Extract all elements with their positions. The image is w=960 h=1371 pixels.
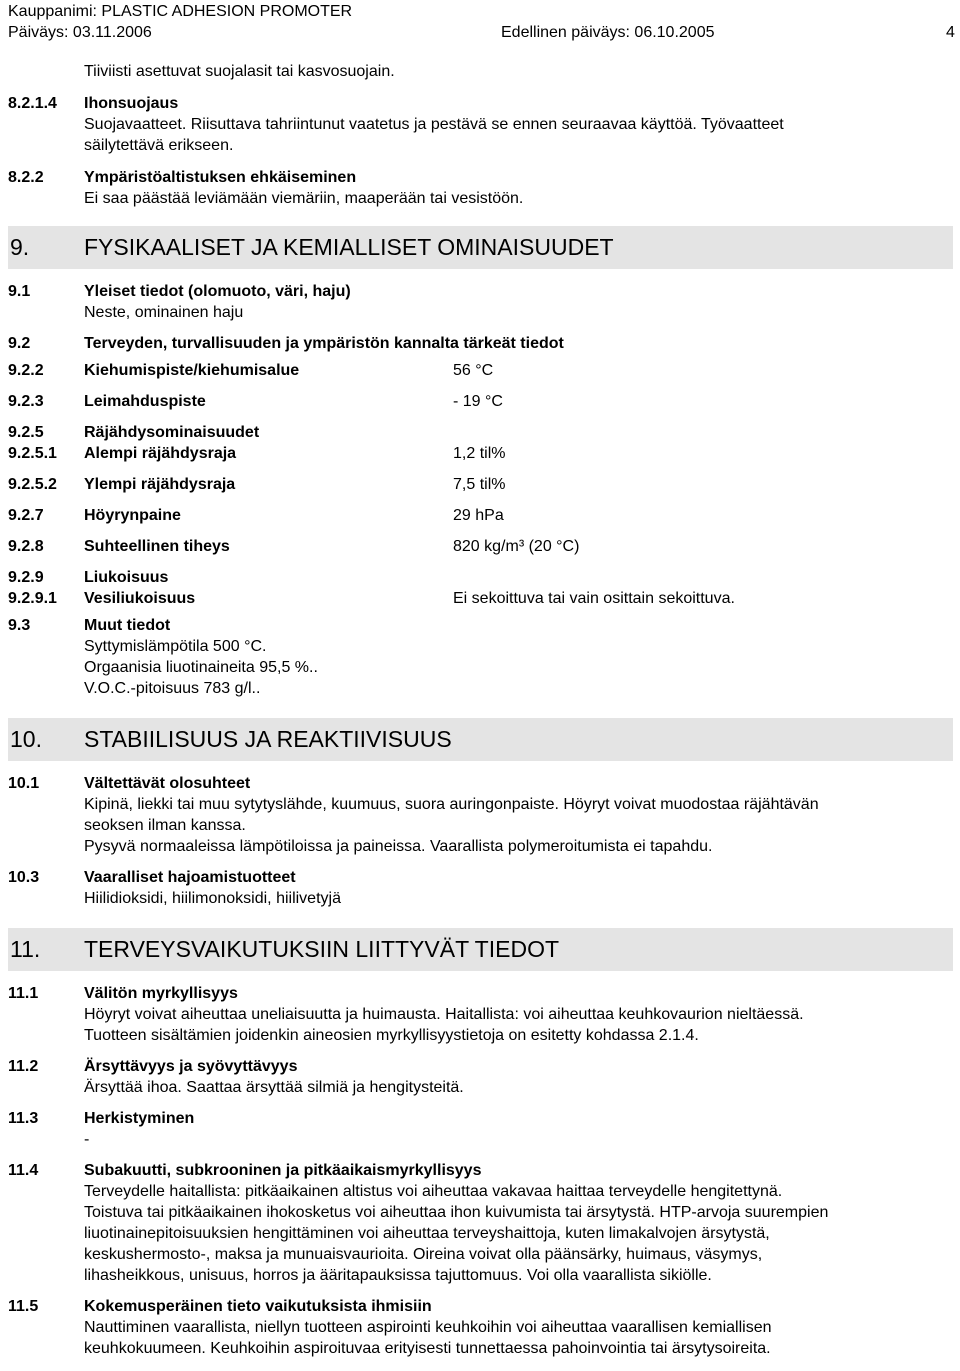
irritation-number: 11.2 [8,1058,39,1075]
other-info-line: Orgaanisia liuotinaineita 95,5 %.. [84,659,318,676]
skin-protection-number: 8.2.1.4 [8,95,57,112]
chronic-toxicity-line: Terveydelle haitallista: pitkäaikainen altistus voi aiheuttaa vakavaa haittaa terveydelle hengitettynä. [84,1183,783,1200]
property-row [8,360,953,381]
irritation-text: Ärsyttää ihoa. Saattaa ärsyttää silmiä ja hengitysteitä. [84,1079,464,1096]
acute-toxicity-line: Tuotteen sisältämien joidenkin aineosien myrkyllisyystietoja on esitetty kohdassa 2.1.4. [84,1027,699,1044]
environment-exposure [8,167,953,209]
property-number: 9.2.5.1 [8,445,57,462]
page-number: 4 [946,24,955,41]
sensitisation-text: - [84,1131,90,1148]
chronic-toxicity-line: Toistuva tai pitkäaikainen ihokosketus voi aiheuttaa ihon kuivumista tai ärsytystä. HTP-arvoja suurempien [84,1204,829,1221]
environment-exposure-number: 8.2.2 [8,169,44,186]
property-row [8,391,953,412]
sensitisation [8,1108,953,1150]
property-row [8,536,953,557]
property-value: Ei sekoittuva tai vain osittain sekoittuva. [453,590,735,607]
property-row [8,474,953,495]
chronic-toxicity-title: Subakuutti, subkrooninen ja pitkäaikaismyrkyllisyys [84,1162,482,1179]
eye-protection-text: Tiiviisti asettuvat suojalasit tai kasvosuojain. [84,63,395,80]
acute-toxicity [8,983,953,1046]
irritation-title: Ärsyttävyys ja syövyttävyys [84,1058,298,1075]
property-number: 9.2.3 [8,393,44,410]
property-label: Suhteellinen tiheys [84,538,230,555]
human-experience-title: Kokemusperäinen tieto vaikutuksista ihmisiin [84,1298,432,1315]
property-value: 820 kg/m³ (20 °C) [453,538,580,555]
human-experience [8,1296,953,1359]
conditions-to-avoid-line: seoksen ilman kanssa. [84,817,246,834]
product-name: Kauppanimi: PLASTIC ADHESION PROMOTER [8,3,353,20]
chronic-toxicity-line: liuotinainepitoisuuksien hengittäminen voi aiheuttaa terveyshaittoja, kuten limakalvojen ärsytystä, [84,1225,770,1242]
property-label: Räjähdysominaisuudet [84,424,260,441]
conditions-to-avoid-number: 10.1 [8,775,40,792]
conditions-to-avoid [8,773,953,857]
general-info [8,281,953,323]
property-label: Liukoisuus [84,569,169,586]
environment-exposure-text: Ei saa päästää leviämään viemäriin, maaperään tai vesistöön. [84,190,524,207]
conditions-to-avoid-line: Kipinä, liekki tai muu sytytyslähde, kuumuus, suora auringonpaiste. Höyryt voivat muodostaa räjähtävän [84,796,819,813]
decomposition-products [8,867,953,909]
general-info-text: Neste, ominainen haju [84,304,244,321]
section-10-number: 10. [10,726,42,752]
property-number: 9.2.8 [8,538,44,555]
skin-protection-text-1: Suojavaatteet. Riisuttava tahriintunut vaatetus ja pestävä se ennen seuraavaa käyttöä. Työvaatteet [84,116,784,133]
general-info-number: 9.1 [8,283,31,300]
human-experience-line: keuhkokuumeen. Keuhkoihin aspiroituvaa erityisesti tunnettaessa pahoinvointia tai ärsytysoireita. [84,1340,771,1357]
important-info-number: 9.2 [8,335,31,352]
decomposition-products-text: Hiilidioksidi, hiilimonoksidi, hiilivetyjä [84,890,341,907]
property-label: Vesiliukoisuus [84,590,196,607]
property-label: Kiehumispiste/kiehumisalue [84,362,300,379]
general-info-title: Yleiset tiedot (olomuoto, väri, haju) [84,283,351,300]
section-11-title: TERVEYSVAIKUTUKSIIN LIITTYVÄT TIEDOT [84,936,560,962]
chronic-toxicity [8,1160,953,1286]
property-value: 29 hPa [453,507,504,524]
section-10-title: STABIILISUUS JA REAKTIIVISUUS [84,726,452,752]
property-number: 9.2.2 [8,362,44,379]
document-page [8,0,953,1359]
other-info-title: Muut tiedot [84,617,171,634]
property-row [8,422,953,443]
page-header [8,0,953,45]
property-row [8,588,953,609]
property-value: 56 °C [453,362,494,379]
important-info-title: Terveyden, turvallisuuden ja ympäristön kannalta tärkeät tiedot [84,335,564,352]
irritation [8,1056,953,1098]
section-9-number: 9. [10,234,30,260]
section-9-heading [8,226,953,269]
property-label: Ylempi räjähdysraja [84,476,236,493]
issue-date: Päiväys: 03.11.2006 [8,24,152,41]
other-info [8,615,953,699]
decomposition-products-title: Vaaralliset hajoamistuotteet [84,869,296,886]
chronic-toxicity-line: lihasheikkous, unisuus, horros ja ääritapauksissa tajuttomuus. Voi olla vaarallista sikiölle. [84,1267,712,1284]
conditions-to-avoid-line: Pysyvä normaaleissa lämpötiloissa ja paineissa. Vaarallista polymeroitumista ei tapahdu. [84,838,713,855]
acute-toxicity-line: Höyryt voivat aiheuttaa uneliaisuutta ja huimausta. Haitallista: voi aiheuttaa keuhkovaurion nieltäessä. [84,1006,804,1023]
acute-toxicity-title: Välitön myrkyllisyys [84,985,238,1002]
section-9-title: FYSIKAALISET JA KEMIALLISET OMINAISUUDET [84,234,614,260]
important-info [8,333,953,354]
chronic-toxicity-line: keskushermosto-, maksa ja munuaisvaurioita. Oireina voivat olla päänsärky, huimaus, väsymys, [84,1246,763,1263]
other-info-line: Syttymislämpötila 500 °C. [84,638,267,655]
skin-protection [8,93,953,156]
property-number: 9.2.9.1 [8,590,57,607]
property-value: 7,5 til% [453,476,506,493]
property-number: 9.2.5 [8,424,44,441]
human-experience-number: 11.5 [8,1298,39,1315]
section-10-heading [8,718,953,761]
sensitisation-number: 11.3 [8,1110,39,1127]
property-number: 9.2.9 [8,569,44,586]
property-label: Höyrynpaine [84,507,181,524]
property-row [8,443,953,464]
other-info-line: V.O.C.-pitoisuus 783 g/l.. [84,680,261,697]
decomposition-products-number: 10.3 [8,869,40,886]
section-11-number: 11. [10,936,41,962]
skin-protection-text-2: säilytettävä erikseen. [84,137,234,154]
acute-toxicity-number: 11.1 [8,985,39,1002]
sensitisation-title: Herkistyminen [84,1110,195,1127]
other-info-number: 9.3 [8,617,31,634]
skin-protection-title: Ihonsuojaus [84,95,179,112]
property-number: 9.2.7 [8,507,44,524]
previous-date: Edellinen päiväys: 06.10.2005 [501,24,715,41]
eye-protection [8,61,953,82]
chronic-toxicity-number: 11.4 [8,1162,39,1179]
property-value: 1,2 til% [453,445,506,462]
property-row [8,505,953,526]
property-row [8,567,953,588]
property-label: Leimahduspiste [84,393,206,410]
property-number: 9.2.5.2 [8,476,57,493]
human-experience-line: Nauttiminen vaarallista, niellyn tuotteen aspirointi keuhkoihin voi aiheuttaa vaarallisen kemiallisen [84,1319,772,1336]
conditions-to-avoid-title: Vältettävät olosuhteet [84,775,251,792]
environment-exposure-title: Ympäristöaltistuksen ehkäiseminen [84,169,357,186]
property-value: - 19 °C [453,393,503,410]
section-11-heading [8,928,953,971]
property-label: Alempi räjähdysraja [84,445,237,462]
